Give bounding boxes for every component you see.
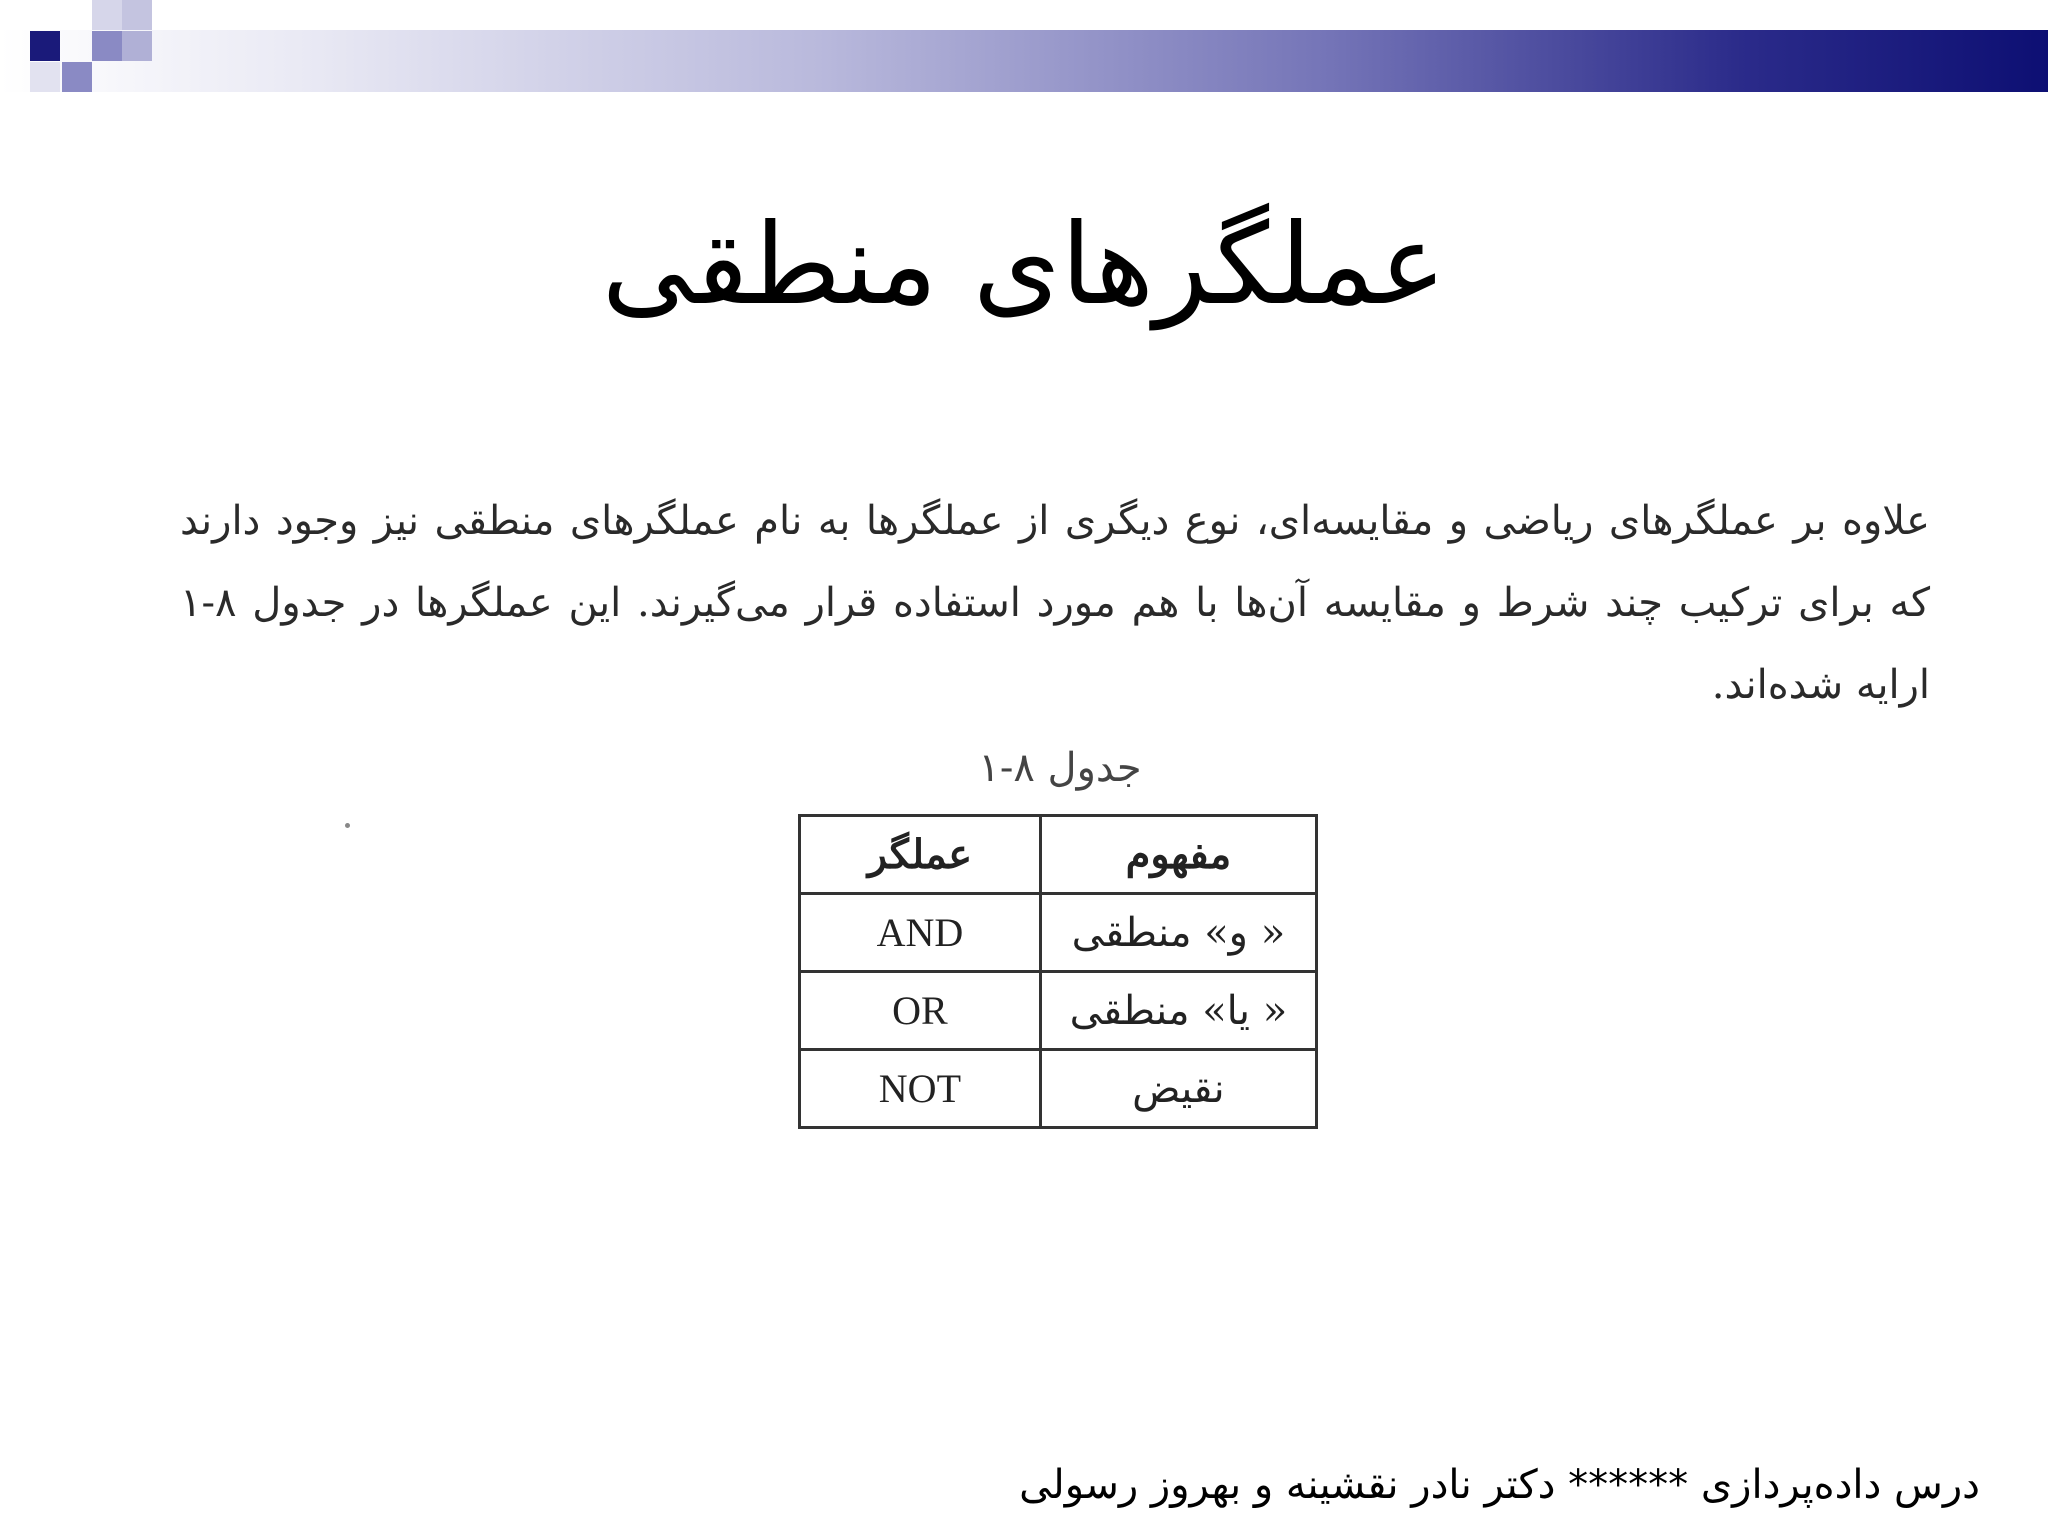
header-square-light-3 xyxy=(92,0,122,30)
body-paragraph: علاوه بر عملگرهای ریاضی و مقایسه‌ای، نوع دیگری از عملگرها به نام عملگرهای منطقی نیز وجود دارند که برای ترکیب چند شرط و مقایسه آن‌ها با هم مورد استفاده قرار می‌گیرند. این عملگرها در جدول ۸-۱ ارایه شده‌اند. xyxy=(180,498,1930,708)
table-caption: جدول ۸-۱ xyxy=(978,745,1142,791)
table-row xyxy=(800,1050,1317,1128)
slide-footer: درس داده‌پردازی ****** دکتر نادر نقشینه و بهروز رسولی xyxy=(1019,1462,1980,1508)
scan-speck xyxy=(345,823,350,828)
table-row xyxy=(800,894,1317,972)
header-square-light-4 xyxy=(30,62,60,92)
slide-title: عملگرهای منطقی xyxy=(601,200,1447,330)
header-square-mid-2 xyxy=(62,62,92,92)
header-square-light-2 xyxy=(122,0,152,30)
header-square-light xyxy=(0,0,30,30)
cell-meaning: « و» منطقی xyxy=(1040,894,1316,972)
table-header-row xyxy=(800,816,1317,894)
header-square-dark xyxy=(30,31,60,61)
header-square-mid-3 xyxy=(122,31,152,61)
header-gradient-bar xyxy=(0,30,2048,92)
cell-meaning: نقیض xyxy=(1040,1050,1316,1128)
table-row xyxy=(800,972,1317,1050)
header-operator: عملگر xyxy=(800,816,1041,894)
operators-table xyxy=(798,814,1318,1129)
header-square-mid xyxy=(92,31,122,61)
cell-operator: NOT xyxy=(800,1050,1041,1128)
header-meaning: مفهوم xyxy=(1040,816,1316,894)
cell-operator: OR xyxy=(800,972,1041,1050)
cell-meaning: « یا» منطقی xyxy=(1040,972,1316,1050)
cell-operator: AND xyxy=(800,894,1041,972)
